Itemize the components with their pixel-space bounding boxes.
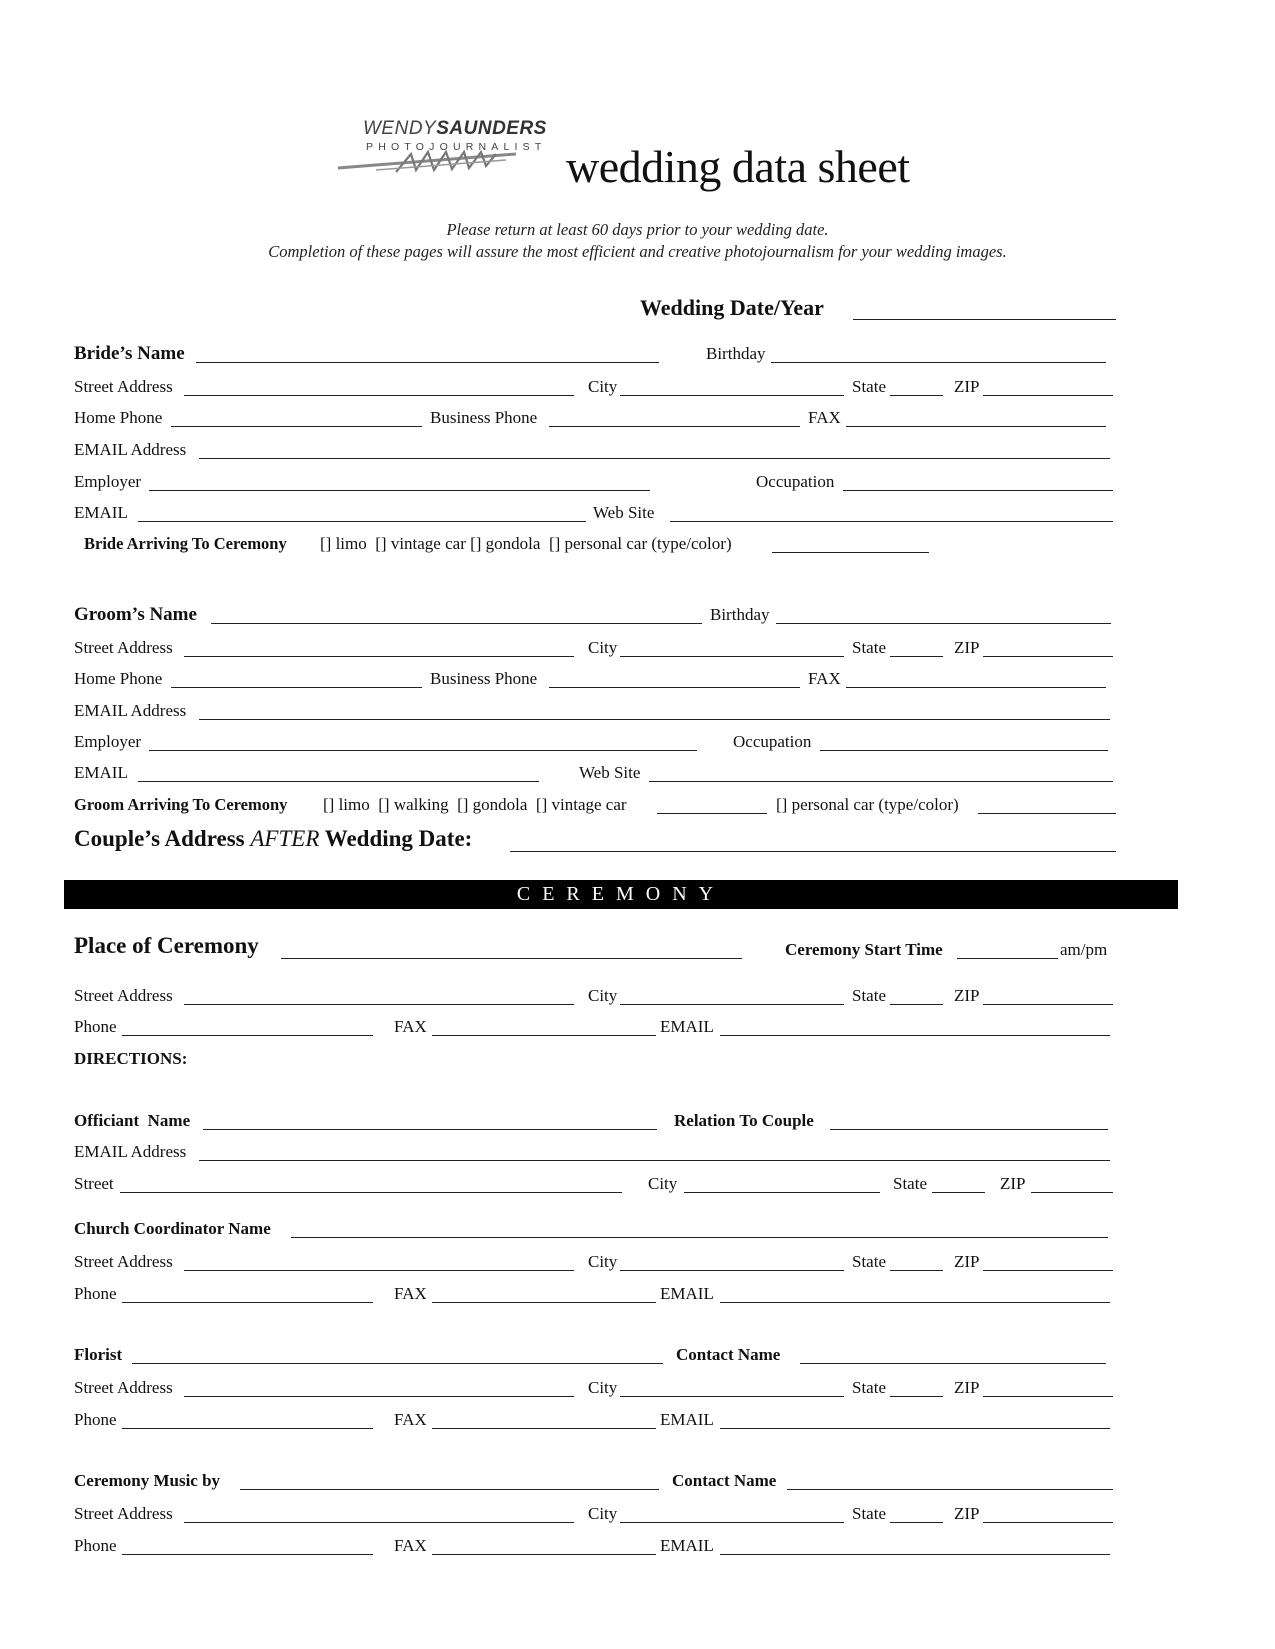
music-city-label: City [588, 1504, 618, 1523]
florist-zip-field[interactable] [983, 1396, 1113, 1397]
ceremony-city-field[interactable] [620, 1004, 844, 1005]
coordinator-state-label: State [852, 1252, 886, 1271]
ceremony-zip-field[interactable] [983, 1004, 1113, 1005]
bride-name-field[interactable] [196, 362, 659, 363]
groom-arriving-vintage-field[interactable] [657, 813, 767, 814]
wedding-date-field[interactable] [853, 319, 1116, 320]
groom-email-address-label: EMAIL Address [74, 701, 187, 720]
coordinator-city-field[interactable] [620, 1270, 844, 1271]
groom-website-label: Web Site [579, 763, 641, 782]
bride-arriving-personal-field[interactable] [772, 552, 929, 553]
groom-birthday-field[interactable] [776, 623, 1111, 624]
florist-email-field[interactable] [720, 1428, 1110, 1429]
groom-occupation-field[interactable] [820, 750, 1108, 751]
groom-arriving-label: Groom Arriving To Ceremony [74, 795, 288, 814]
ceremony-email-label: EMAIL [660, 1017, 714, 1036]
groom-city-label: City [588, 638, 618, 657]
bride-name-label: Bride’s Name [74, 343, 185, 364]
florist-name-field[interactable] [132, 1363, 663, 1364]
ceremony-fax-label: FAX [394, 1017, 427, 1036]
music-fax-field[interactable] [432, 1554, 656, 1555]
groom-email-label: EMAIL [74, 763, 128, 782]
logo-brush-icon [336, 140, 536, 180]
florist-fax-field[interactable] [432, 1428, 656, 1429]
page-title: wedding data sheet [566, 141, 910, 192]
bride-state-label: State [852, 377, 886, 396]
coordinator-email-field[interactable] [720, 1302, 1110, 1303]
florist-phone-field[interactable] [122, 1428, 373, 1429]
music-fax-label: FAX [394, 1536, 427, 1555]
florist-name-label: Florist [74, 1345, 123, 1364]
groom-zip-field[interactable] [983, 656, 1113, 657]
officiant-relation-label: Relation To Couple [674, 1111, 814, 1130]
ceremony-fax-field[interactable] [432, 1035, 656, 1036]
coordinator-street-field[interactable] [184, 1270, 574, 1271]
ceremony-zip-label: ZIP [954, 986, 980, 1005]
ceremony-start-time-field[interactable] [957, 958, 1058, 959]
coordinator-fax-field[interactable] [432, 1302, 656, 1303]
groom-name-label: Groom’s Name [74, 604, 197, 625]
groom-employer-label: Employer [74, 732, 142, 751]
bride-occupation-label: Occupation [756, 472, 835, 491]
coordinator-name-label: Church Coordinator Name [74, 1219, 271, 1238]
bride-employer-field[interactable] [149, 490, 650, 491]
bride-state-field[interactable] [890, 395, 943, 396]
music-zip-field[interactable] [983, 1522, 1113, 1523]
music-email-field[interactable] [720, 1554, 1110, 1555]
officiant-email-address-field[interactable] [199, 1160, 1110, 1161]
music-zip-label: ZIP [954, 1504, 980, 1523]
logo-subtitle: PHOTOJOURNALIST [366, 141, 547, 153]
music-street-label: Street Address [74, 1504, 173, 1523]
florist-contact-label: Contact Name [676, 1345, 781, 1364]
ceremony-state-label: State [852, 986, 886, 1005]
coordinator-zip-field[interactable] [983, 1270, 1113, 1271]
coordinator-city-label: City [588, 1252, 618, 1271]
officiant-email-address-label: EMAIL Address [74, 1142, 187, 1161]
officiant-city-label: City [648, 1174, 678, 1193]
groom-arriving-options[interactable]: [] limo [] walking [] gondola [] vintage car [323, 795, 627, 814]
bride-email-label: EMAIL [74, 503, 128, 522]
groom-city-field[interactable] [620, 656, 844, 657]
florist-street-label: Street Address [74, 1378, 173, 1397]
coordinator-zip-label: ZIP [954, 1252, 980, 1271]
groom-name-field[interactable] [211, 623, 702, 624]
florist-street-field[interactable] [184, 1396, 574, 1397]
florist-city-field[interactable] [620, 1396, 844, 1397]
music-street-field[interactable] [184, 1522, 574, 1523]
groom-email-address-field[interactable] [199, 719, 1110, 720]
ceremony-banner: CEREMONY [64, 880, 1178, 909]
officiant-zip-field[interactable] [1031, 1192, 1113, 1193]
intro-line-2: Completion of these pages will assure the most efficient and creative photojournalism for your wedding images. [268, 242, 1007, 261]
bride-arriving-options[interactable]: [] limo [] vintage car [] gondola [] personal car (type/color) [320, 534, 732, 553]
bride-website-field[interactable] [670, 521, 1113, 522]
ceremony-city-label: City [588, 986, 618, 1005]
groom-arriving-personal[interactable]: [] personal car (type/color) [776, 795, 959, 814]
coordinator-state-field[interactable] [890, 1270, 943, 1271]
officiant-street-label: Street [74, 1174, 114, 1193]
groom-arriving-personal-field[interactable] [978, 813, 1116, 814]
officiant-city-field[interactable] [684, 1192, 880, 1193]
bride-city-field[interactable] [620, 395, 844, 396]
florist-phone-label: Phone [74, 1410, 117, 1429]
ceremony-ampm-label: am/pm [1060, 940, 1108, 959]
couple-address-field[interactable] [510, 851, 1116, 852]
groom-fax-field[interactable] [846, 687, 1106, 688]
florist-zip-label: ZIP [954, 1378, 980, 1397]
music-name-label: Ceremony Music by [74, 1471, 221, 1490]
music-state-label: State [852, 1504, 886, 1523]
groom-birthday-label: Birthday [710, 605, 770, 624]
bride-zip-field[interactable] [983, 395, 1113, 396]
couple-address-label [74, 825, 472, 853]
ceremony-start-time-label: Ceremony Start Time [785, 940, 943, 959]
groom-email-field[interactable] [138, 781, 539, 782]
bride-arriving-label: Bride Arriving To Ceremony [84, 534, 287, 553]
bride-fax-field[interactable] [846, 426, 1106, 427]
bride-employer-label: Employer [74, 472, 142, 491]
officiant-state-field[interactable] [932, 1192, 985, 1193]
bride-birthday-field[interactable] [771, 362, 1106, 363]
music-phone-label: Phone [74, 1536, 117, 1555]
groom-business-phone-label: Business Phone [430, 669, 538, 688]
florist-state-label: State [852, 1378, 886, 1397]
officiant-relation-field[interactable] [830, 1129, 1108, 1130]
ceremony-phone-label: Phone [74, 1017, 117, 1036]
officiant-state-label: State [893, 1174, 927, 1193]
groom-employer-field[interactable] [149, 750, 697, 751]
bride-email-address-label: EMAIL Address [74, 440, 187, 459]
groom-home-phone-label: Home Phone [74, 669, 163, 688]
ceremony-place-field[interactable] [281, 958, 742, 959]
groom-occupation-label: Occupation [733, 732, 812, 751]
coordinator-name-field[interactable] [291, 1237, 1108, 1238]
bride-zip-label: ZIP [954, 377, 980, 396]
bride-email-field[interactable] [138, 521, 586, 522]
ceremony-phone-field[interactable] [122, 1035, 373, 1036]
bride-email-address-field[interactable] [199, 458, 1110, 459]
bride-birthday-label: Birthday [706, 344, 766, 363]
bride-city-label: City [588, 377, 618, 396]
florist-city-label: City [588, 1378, 618, 1397]
groom-street-field[interactable] [184, 656, 574, 657]
wedding-date-label: Wedding Date/Year [640, 295, 824, 320]
music-city-field[interactable] [620, 1522, 844, 1523]
officiant-street-field[interactable] [120, 1192, 622, 1193]
couple-address-emph: AFTER [250, 826, 320, 851]
groom-website-field[interactable] [649, 781, 1113, 782]
officiant-name-label: Officiant Name [74, 1111, 191, 1130]
couple-address-prefix: Couple’s Address [74, 826, 245, 851]
bride-home-phone-label: Home Phone [74, 408, 163, 427]
ceremony-street-label: Street Address [74, 986, 173, 1005]
logo-wordmark [363, 118, 547, 140]
groom-fax-label: FAX [808, 669, 841, 688]
couple-address-suffix: Wedding Date: [324, 826, 473, 851]
coordinator-phone-field[interactable] [122, 1302, 373, 1303]
florist-email-label: EMAIL [660, 1410, 714, 1429]
ceremony-email-field[interactable] [720, 1035, 1110, 1036]
bride-street-label: Street Address [74, 377, 173, 396]
bride-home-phone-field[interactable] [171, 426, 422, 427]
music-name-field[interactable] [240, 1489, 659, 1490]
groom-business-phone-field[interactable] [549, 687, 800, 688]
groom-home-phone-field[interactable] [171, 687, 422, 688]
florist-contact-field[interactable] [800, 1363, 1106, 1364]
florist-fax-label: FAX [394, 1410, 427, 1429]
bride-street-field[interactable] [184, 395, 574, 396]
groom-street-label: Street Address [74, 638, 173, 657]
logo [336, 118, 546, 178]
logo-name-light: WENDY [363, 118, 437, 139]
officiant-zip-label: ZIP [1000, 1174, 1026, 1193]
bride-business-phone-field[interactable] [549, 426, 800, 427]
ceremony-directions-label: DIRECTIONS: [74, 1049, 188, 1068]
music-state-field[interactable] [890, 1522, 943, 1523]
music-contact-field[interactable] [787, 1489, 1113, 1490]
music-email-label: EMAIL [660, 1536, 714, 1555]
music-contact-label: Contact Name [672, 1471, 777, 1490]
bride-occupation-field[interactable] [843, 490, 1113, 491]
intro-line-1: Please return at least 60 days prior to your wedding date. [446, 220, 829, 239]
coordinator-fax-label: FAX [394, 1284, 427, 1303]
bride-fax-label: FAX [808, 408, 841, 427]
bride-business-phone-label: Business Phone [430, 408, 538, 427]
groom-zip-label: ZIP [954, 638, 980, 657]
coordinator-street-label: Street Address [74, 1252, 173, 1271]
logo-name-bold: SAUNDERS [436, 118, 547, 139]
groom-state-field[interactable] [890, 656, 943, 657]
officiant-name-field[interactable] [203, 1129, 657, 1130]
coordinator-email-label: EMAIL [660, 1284, 714, 1303]
groom-state-label: State [852, 638, 886, 657]
music-phone-field[interactable] [122, 1554, 373, 1555]
ceremony-place-label: Place of Ceremony [74, 933, 259, 958]
ceremony-state-field[interactable] [890, 1004, 943, 1005]
bride-website-label: Web Site [593, 503, 655, 522]
coordinator-phone-label: Phone [74, 1284, 117, 1303]
florist-state-field[interactable] [890, 1396, 943, 1397]
ceremony-street-field[interactable] [184, 1004, 574, 1005]
